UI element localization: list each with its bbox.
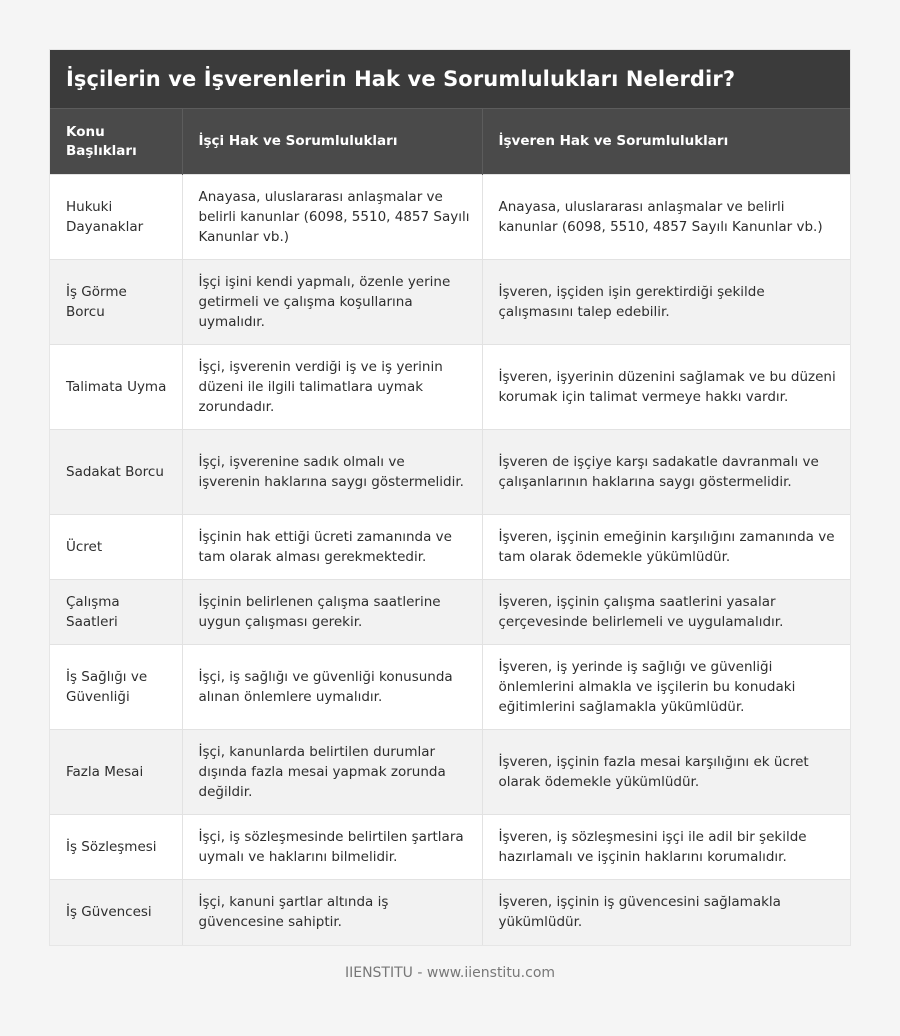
cell-employer: İşveren, işçinin çalışma saatlerini yasalar çerçevesinde belirlemeli ve uygulamalıdır. <box>482 580 850 645</box>
table-row <box>50 515 850 580</box>
header-employee: İşçi Hak ve Sorumlulukları <box>182 109 482 175</box>
cell-topic: Hukuki Dayanaklar <box>50 175 182 260</box>
cell-employee: Anayasa, uluslararası anlaşmalar ve belirli kanunlar (6098, 5510, 4857 Sayılı Kanunlar vb.) <box>182 175 482 260</box>
cell-employee: İşçi işini kendi yapmalı, özenle yerine getirmeli ve çalışma koşullarına uymalıdır. <box>182 260 482 345</box>
cell-employee: İşçi, kanuni şartlar altında iş güvencesine sahiptir. <box>182 880 482 945</box>
page-title: İşçilerin ve İşverenlerin Hak ve Sorumlulukları Nelerdir? <box>66 67 736 91</box>
table-row <box>50 645 850 730</box>
footer-credit: IIENSTITU - www.iienstitu.com <box>344 965 556 981</box>
table-row <box>50 880 850 945</box>
cell-topic: Çalışma Saatleri <box>50 580 182 645</box>
cell-employer: İşveren, iş sözleşmesini işçi ile adil bir şekilde hazırlamalı ve işçinin haklarını korumalıdır. <box>482 815 850 880</box>
table-header-row <box>50 109 850 175</box>
cell-topic: Fazla Mesai <box>50 730 182 815</box>
cell-topic: Sadakat Borcu <box>50 430 182 515</box>
cell-employer: İşveren de işçiye karşı sadakatle davranmalı ve çalışanlarının haklarına saygı göstermelidir. <box>482 430 850 515</box>
table-card <box>50 50 850 945</box>
cell-employer: Anayasa, uluslararası anlaşmalar ve belirli kanunlar (6098, 5510, 4857 Sayılı Kanunlar vb.) <box>482 175 850 260</box>
cell-employee: İşçi, işverenine sadık olmalı ve işverenin haklarına saygı göstermelidir. <box>182 430 482 515</box>
cell-employee: İşçinin belirlenen çalışma saatlerine uygun çalışması gerekir. <box>182 580 482 645</box>
table-row <box>50 730 850 815</box>
cell-employee: İşçinin hak ettiği ücreti zamanında ve tam olarak alması gerekmektedir. <box>182 515 482 580</box>
cell-employee: İşçi, iş sağlığı ve güvenliği konusunda alınan önlemlere uymalıdır. <box>182 645 482 730</box>
title-bar <box>50 50 850 108</box>
cell-topic: İş Güvencesi <box>50 880 182 945</box>
cell-employee: İşçi, iş sözleşmesinde belirtilen şartlara uymalı ve haklarını bilmelidir. <box>182 815 482 880</box>
cell-employer: İşveren, işçinin emeğinin karşılığını zamanında ve tam olarak ödemekle yükümlüdür. <box>482 515 850 580</box>
header-employer: İşveren Hak ve Sorumlulukları <box>482 109 850 175</box>
cell-employee: İşçi, işverenin verdiği iş ve iş yerinin düzeni ile ilgili talimatlara uymak zorundadır. <box>182 345 482 430</box>
cell-employer: İşveren, işçinin iş güvencesini sağlamakla yükümlüdür. <box>482 880 850 945</box>
table-row <box>50 175 850 260</box>
cell-topic: Ücret <box>50 515 182 580</box>
rights-table <box>50 108 850 945</box>
cell-employee: İşçi, kanunlarda belirtilen durumlar dışında fazla mesai yapmak zorunda değildir. <box>182 730 482 815</box>
cell-topic: İş Sağlığı ve Güvenliği <box>50 645 182 730</box>
header-topic: Konu Başlıkları <box>50 109 182 175</box>
table-row <box>50 430 850 515</box>
table-row <box>50 580 850 645</box>
cell-employer: İşveren, iş yerinde iş sağlığı ve güvenliği önlemlerini almakla ve işçilerin bu konudaki eğitimlerini sağlamakla yükümlüdür. <box>482 645 850 730</box>
table-row <box>50 815 850 880</box>
cell-employer: İşveren, işyerinin düzenini sağlamak ve bu düzeni korumak için talimat vermeye hakkı vardır. <box>482 345 850 430</box>
cell-topic: İş Sözleşmesi <box>50 815 182 880</box>
cell-employer: İşveren, işçinin fazla mesai karşılığını ek ücret olarak ödemekle yükümlüdür. <box>482 730 850 815</box>
table-row <box>50 260 850 345</box>
cell-topic: Talimata Uyma <box>50 345 182 430</box>
table-row <box>50 345 850 430</box>
cell-employer: İşveren, işçiden işin gerektirdiği şekilde çalışmasını talep edebilir. <box>482 260 850 345</box>
cell-topic: İş Görme Borcu <box>50 260 182 345</box>
